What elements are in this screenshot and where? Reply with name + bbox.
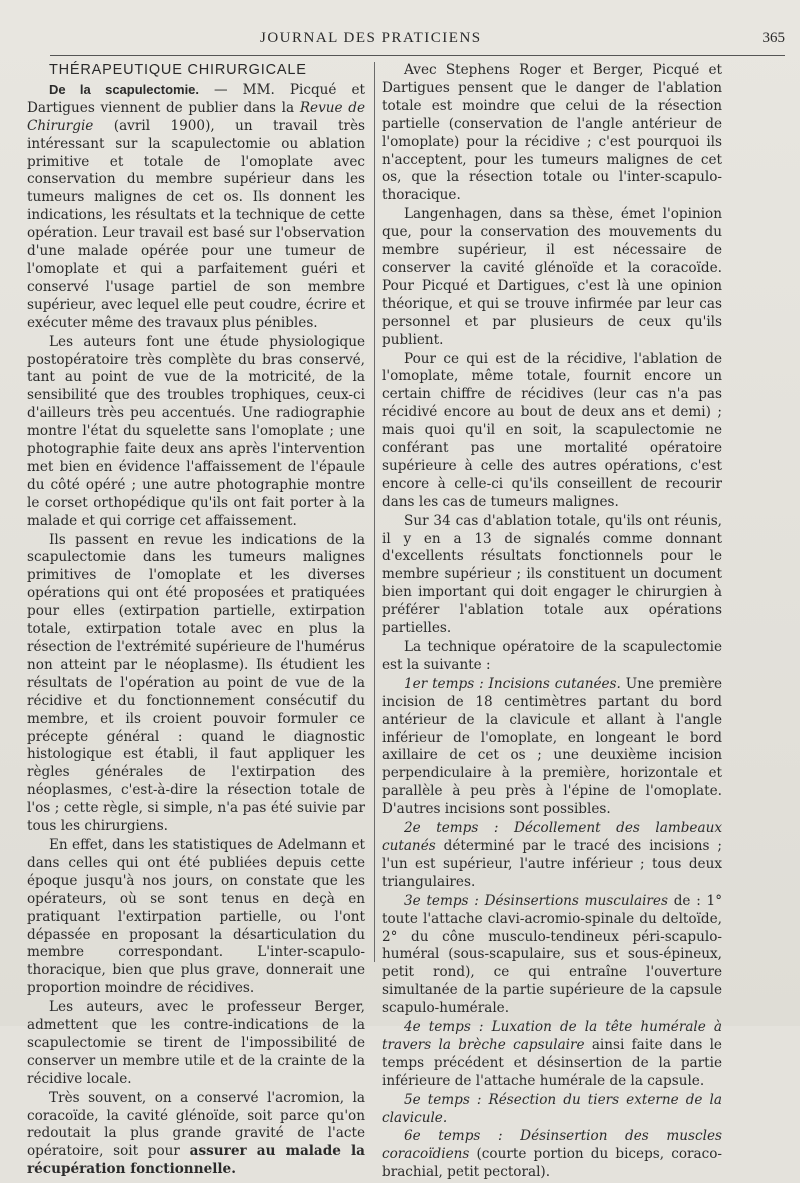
step-label: 4e temps : Luxation de la tête humérale à travers la brèche capsulaire bbox=[382, 1019, 722, 1053]
paragraph: Sur 34 cas d'ablation totale, qu'ils ont réunis, il y en a 13 de signalés comme donnant d'excellents résultats fonctionnels pour le membre supérieur ; ils constituent un document bien important qui doit engager le chirurgien à préférer l'ablation totale aux opérations partielles. bbox=[382, 512, 722, 637]
paragraph: La technique opératoire de la scapulectomie est la suivante : bbox=[382, 639, 722, 673]
paragraph: Très souvent, on a conservé l'acromion, la coracoïde, la cavité glénoïde, soit parce qu'on redoutait la plus grande gravité de l'acte opératoire, soit pour assurer au malade la récupération fonctionnelle. bbox=[27, 1089, 365, 1178]
step-2: 2e temps : Décollement des lambeaux cutanés déterminé par le tracé des incisions ; l'un est supérieur, l'autre inférieur ; tous deux triangulaires. bbox=[382, 820, 722, 890]
left-column bbox=[27, 62, 365, 1180]
running-head bbox=[0, 30, 800, 50]
step-label: 3e temps : Désinsertions musculaires bbox=[404, 892, 668, 909]
journal-title: Revue de Chirurgie bbox=[27, 99, 365, 134]
step-6: 6e temps : Désinsertion des muscles coracoïdiens (courte portion du biceps, coraco-brachial, petit pectoral). bbox=[382, 1128, 722, 1181]
page-number: 365 bbox=[762, 30, 785, 46]
article-lead: De la scapulectomie. bbox=[49, 81, 200, 97]
paragraph: En effet, dans les statistiques de Adelmann et dans celles qui ont été publiées depuis cette époque jusqu'à nos jours, on constate que les opérateurs, où se sont tenus en deçà en pratiquant l'extirpation partielle, ou l'ont dépassée en proposant la désarticulation du membre correspondant. L'inter-scapulo-thoracique, bien que plus grave, donnerait une proportion moindre de récidives. bbox=[27, 836, 365, 997]
paragraph: Langenhagen, dans sa thèse, émet l'opinion que, pour la conservation des mouvements du membre supérieur, il est nécessaire de conserver la cavité glénoïde et la coracoïde. Pour Picqué et Dartigues, c'est là une opinion théorique, et qui se trouve infirmée par leur cas personnel et par plusieurs de ceux qu'ils publient. bbox=[382, 206, 722, 348]
step-label: 6e temps : Désinsertion des muscles coracoïdiens bbox=[382, 1128, 722, 1163]
right-column bbox=[382, 62, 722, 1183]
step-5 bbox=[382, 1092, 722, 1128]
step-label: 1er temps : Incisions cutanées. bbox=[404, 675, 621, 692]
header-rule bbox=[50, 55, 785, 56]
bold-phrase: assurer au malade la récupération fonctionnelle. bbox=[27, 1143, 365, 1178]
step-3: 3e temps : Désinsertions musculaires de : 1° toute l'attache clavi-acromio-spinale du deltoïde, 2° du cône musculo-tendineux péri-scapulo-huméral (sous-scapulaire, sus et sous-épineux, petit rond), ce qui entraîne l'ouverture simultanée de la partie supérieure de la capsule scapulo-humérale. bbox=[382, 892, 722, 1017]
paragraph: Les auteurs font une étude physiologique postopératoire très complète du bras conservé, tant au point de vue de la motricité, de la sensibilité que des troubles trophiques, ceux-ci d'ailleurs très peu accentués. Une radiographie montre l'état du squelette sans l'omoplate ; une photographie faite deux ans après l'intervention met bien en évidence l'affaissement de l'épaule du côté opéré ; une autre photographie montre le corset orthopédique qu'ils ont fait porter à la malade et qui corrige cet affaissement. bbox=[27, 333, 365, 529]
step-4: 4e temps : Luxation de la tête humérale à travers la brèche capsulaire ainsi faite dans le temps précédent et désinsertion de la partie inférieure de l'attache humérale de la capsule. bbox=[382, 1019, 722, 1089]
paragraph: Avec Stephens Roger et Berger, Picqué et Dartigues pensent que le danger de l'ablation totale est moindre que celui de la résection partielle (conservation de l'angle antérieur de l'omoplate) pour la récidive ; c'est pourquoi ils n'acceptent, pour les tumeurs malignes de cet os, que la résection totale ou l'inter-scapulo-thoracique. bbox=[382, 62, 722, 204]
column-divider bbox=[374, 62, 375, 962]
paragraph: Pour ce qui est de la récidive, l'ablation de l'omoplate, même totale, fournit encore un certain chiffre de récidives (leur cas n'a pas récidivé encore au bout de deux ans et demi) ; mais quoi qu'il en soit, la scapulectomie ne conférant pas une mortalité opératoire supérieure à celle des autres opérations, c'est encore à celle-ci qu'ils conseillent de recourir dans les cas de tumeurs malignes. bbox=[382, 350, 722, 510]
step-1: 1er temps : Incisions cutanées. Une première incision de 18 centimètres partant du bord antérieur de la clavicule et allant à l'angle inférieur de l'omoplate, en longeant le bord axillaire de cet os ; une deuxième incision perpendiculaire à la première, horizontale et parallèle à peu près à l'épine de l'omoplate. D'autres incisions sont possibles. bbox=[382, 675, 722, 818]
paragraph: Les auteurs, avec le professeur Berger, admettent que les contre-indications de la scapulectomie se tirent de l'impossibilité de conserver un membre utile et de la crainte de la récidive locale. bbox=[27, 999, 365, 1087]
step-label: 2e temps : Décollement des lambeaux cutanés bbox=[382, 820, 722, 854]
paragraph: Ils passent en revue les indications de la scapulectomie dans les tumeurs malignes primitives de l'omoplate et les diverses opérations qui ont été proposées et pratiquées pour elles (extirpation partielle, extirpation totale, extirpation totale avec en plus la résection de l'extrémité supérieure de l'humérus non atteint par le néoplasme). Ils étudient les résultats de l'opération au point de vue de la récidive et du fonctionnement consécutif du membre, et ils croient pouvoir formuler ce précepte général : quand le diagnostic histologique est établi, il faut appliquer les règles générales de l'extirpation des néoplasmes, c'est-à-dire la résection totale de l'os ; cette règle, si simple, n'a pas été suivie par tous les chirurgiens. bbox=[27, 531, 365, 835]
step-label: 5e temps : Résection du tiers externe de la clavicule. bbox=[382, 1091, 722, 1126]
running-title: JOURNAL DES PRATICIENS bbox=[260, 30, 482, 46]
section-title: THÉRAPEUTIQUE CHIRURGICALE bbox=[49, 62, 307, 78]
paragraph: De la scapulectomie. — MM. Picqué et Dartigues viennent de publier dans la Revue de Chirurgie (avril 1900), un travail très intéressant sur la scapulectomie ou ablation primitive et totale de l'omoplate avec conservation du membre supérieur dans les tumeurs malignes de cet os. Ils donnent les indications, les résultats et la technique de cette opération. Leur travail est basé sur l'observation d'une malade opérée pour une tumeur de l'omoplate et qui a parfaitement guéri et conservé l'usage partiel de son membre supérieur, avec lequel elle peut coudre, écrire et exécuter même des travaux plus pénibles. bbox=[27, 81, 365, 331]
